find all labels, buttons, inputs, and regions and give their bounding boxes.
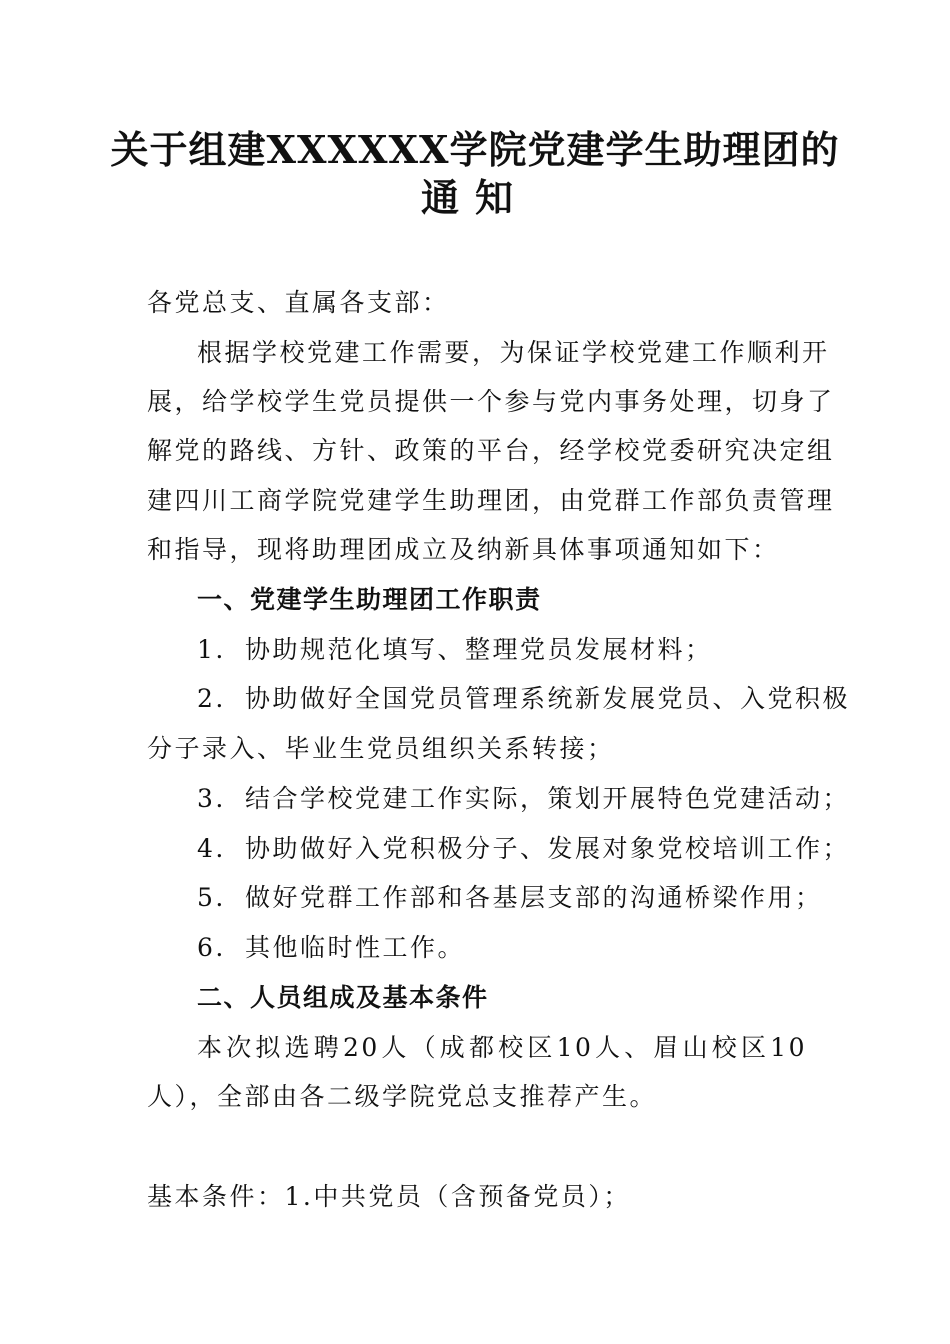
list-item-number: 6. bbox=[197, 933, 226, 962]
intro-line: 根据学校党建工作需要，为保证学校党建工作顺利开 bbox=[197, 338, 830, 367]
list-item-number: 3. bbox=[197, 784, 226, 813]
intro-line: 和指导，现将助理团成立及纳新具体事项通知如下： bbox=[147, 535, 780, 564]
document-title-line-2: 通知 bbox=[420, 175, 529, 220]
list-item-number: 4. bbox=[197, 834, 226, 863]
list-item bbox=[197, 931, 807, 965]
composition-paragraph-line: 人），全部由各二级学院党总支推荐产生。 bbox=[147, 1082, 658, 1111]
list-item-number: 1. bbox=[197, 635, 226, 664]
list-item-continuation: 分子录入、毕业生党员组织关系转接； bbox=[147, 734, 615, 763]
list-item-text: 结合学校党建工作实际，策划开展特色党建活动； bbox=[245, 784, 851, 813]
basic-conditions-line: 基本条件：1.中共党员（含预备党员）； bbox=[147, 1182, 631, 1211]
salutation: 各党总支、直属各支部： bbox=[147, 288, 450, 317]
list-item-text: 协助做好全国党员管理系统新发展党员、入党积极 bbox=[245, 684, 851, 713]
document-title-line-1: 关于组建XXXXXX学院党建学生助理团的 bbox=[110, 127, 840, 172]
list-item-text: 做好党群工作部和各基层支部的沟通桥梁作用； bbox=[245, 883, 823, 912]
intro-line: 建四川工商学院党建学生助理团，由党群工作部负责管理 bbox=[147, 486, 835, 515]
list-item-number: 5. bbox=[197, 883, 226, 912]
list-item-text: 其他临时性工作。 bbox=[245, 933, 466, 962]
list-item-text: 协助规范化填写、整理党员发展材料； bbox=[245, 635, 713, 664]
intro-line: 解党的路线、方针、政策的平台，经学校党委研究决定组 bbox=[147, 436, 835, 465]
section-heading-composition: 二、人员组成及基本条件 bbox=[197, 983, 489, 1012]
list-item-number: 2. bbox=[197, 684, 226, 713]
list-item bbox=[197, 633, 807, 667]
list-item bbox=[197, 832, 851, 866]
list-item bbox=[197, 881, 823, 915]
intro-line: 展，给学校学生党员提供一个参与党内事务处理，切身了 bbox=[147, 387, 835, 416]
section-heading-duties: 一、党建学生助理团工作职责 bbox=[197, 585, 542, 614]
list-item bbox=[197, 682, 851, 716]
composition-paragraph-line: 本次拟选聘20人（成都校区10人、眉山校区10 bbox=[197, 1033, 807, 1062]
list-item bbox=[197, 782, 851, 816]
list-item-text: 协助做好入党积极分子、发展对象党校培训工作； bbox=[245, 834, 851, 863]
